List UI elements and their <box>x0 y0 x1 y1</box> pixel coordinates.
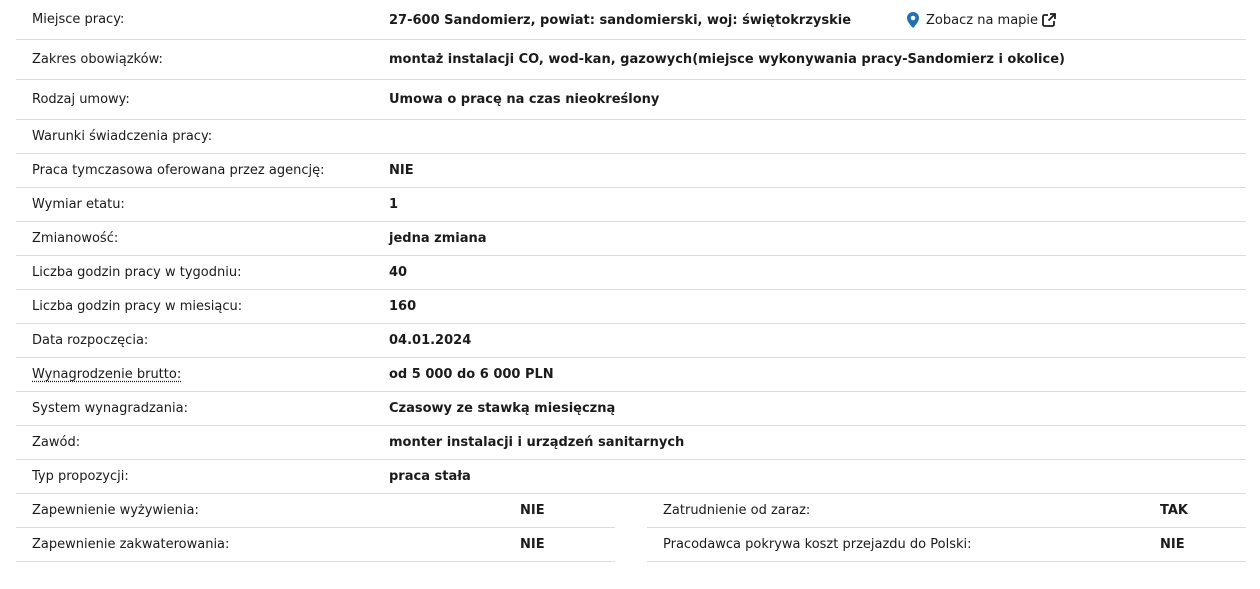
detail-label: Rodzaj umowy: <box>32 92 130 107</box>
detail-row-shifts <box>16 222 1246 256</box>
detail-label: Warunki świadczenia pracy: <box>32 129 213 144</box>
detail-row-immediate-hire <box>647 494 1246 528</box>
detail-value: NIE <box>520 537 545 552</box>
detail-row-temporary-agency <box>16 154 1246 188</box>
detail-label: Zmianowość: <box>32 231 119 246</box>
detail-label: Pracodawca pokrywa koszt przejazdu do Polski: <box>663 537 972 552</box>
detail-label <box>16 367 389 382</box>
detail-label: Zapewnienie zakwaterowania: <box>32 537 230 552</box>
detail-row-duties <box>16 40 1246 80</box>
detail-label: Zawód: <box>32 435 81 450</box>
detail-row-start-date <box>16 324 1246 358</box>
detail-row-working-time <box>16 188 1246 222</box>
detail-label: Typ propozycji: <box>32 469 129 484</box>
detail-value: Czasowy ze stawką miesięczną <box>389 401 616 416</box>
detail-value: od 5 000 do 6 000 PLN <box>389 367 554 382</box>
detail-label: Zakres obowiązków: <box>32 52 163 67</box>
detail-label: Zatrudnienie od zaraz: <box>663 503 811 518</box>
detail-label: Liczba godzin pracy w miesiącu: <box>32 299 243 314</box>
detail-value: NIE <box>1160 537 1185 552</box>
location-value: 27-600 Sandomierz, powiat: sandomierski, woj: świętokrzyskie <box>389 12 852 28</box>
detail-row-work-conditions <box>16 120 1246 154</box>
job-details <box>16 0 1246 562</box>
detail-row-contract-type <box>16 80 1246 120</box>
detail-value: NIE <box>520 503 545 518</box>
detail-row-location <box>16 0 1246 40</box>
detail-label: Zapewnienie wyżywienia: <box>32 503 199 518</box>
show-on-map-link[interactable] <box>906 12 1056 28</box>
detail-value: praca stała <box>389 469 471 484</box>
benefits-left-column <box>16 494 615 562</box>
detail-value: jedna zmiana <box>389 231 487 246</box>
detail-label: Wymiar etatu: <box>32 197 125 212</box>
map-link-label: Zobacz na mapie <box>926 12 1039 28</box>
detail-row-meals <box>16 494 615 528</box>
detail-value: 1 <box>389 197 399 212</box>
gross-salary-tooltip-trigger[interactable]: Wynagrodzenie brutto: <box>32 367 182 382</box>
detail-value: 160 <box>389 299 417 314</box>
detail-row-hours-per-month <box>16 290 1246 324</box>
detail-label: Data rozpoczęcia: <box>32 333 149 348</box>
detail-row-accommodation <box>16 528 615 562</box>
detail-row-offer-type <box>16 460 1246 494</box>
map-pin-icon <box>906 12 920 28</box>
external-link-icon <box>1042 13 1056 27</box>
detail-row-gross-salary <box>16 358 1246 392</box>
detail-value: montaż instalacji CO, wod-kan, gazowych(miejsce wykonywania pracy-Sandomierz i okolice) <box>389 52 1065 67</box>
detail-row-hours-per-week <box>16 256 1246 290</box>
detail-row-travel-cost <box>647 528 1246 562</box>
detail-value: 04.01.2024 <box>389 333 472 348</box>
detail-row-occupation <box>16 426 1246 460</box>
benefits-grid <box>16 494 1246 562</box>
location-value-group <box>389 12 1056 28</box>
detail-label: Liczba godzin pracy w tygodniu: <box>32 265 242 280</box>
benefits-right-column <box>647 494 1246 562</box>
detail-label: Praca tymczasowa oferowana przez agencję: <box>32 163 325 178</box>
detail-value: Umowa o pracę na czas nieokreślony <box>389 92 660 107</box>
detail-row-pay-system <box>16 392 1246 426</box>
detail-value: monter instalacji i urządzeń sanitarnych <box>389 435 685 450</box>
detail-value: TAK <box>1160 503 1188 518</box>
detail-label: Miejsce pracy: <box>32 12 125 27</box>
detail-label: System wynagradzania: <box>32 401 188 416</box>
detail-value: 40 <box>389 265 408 280</box>
detail-value: NIE <box>389 163 414 178</box>
